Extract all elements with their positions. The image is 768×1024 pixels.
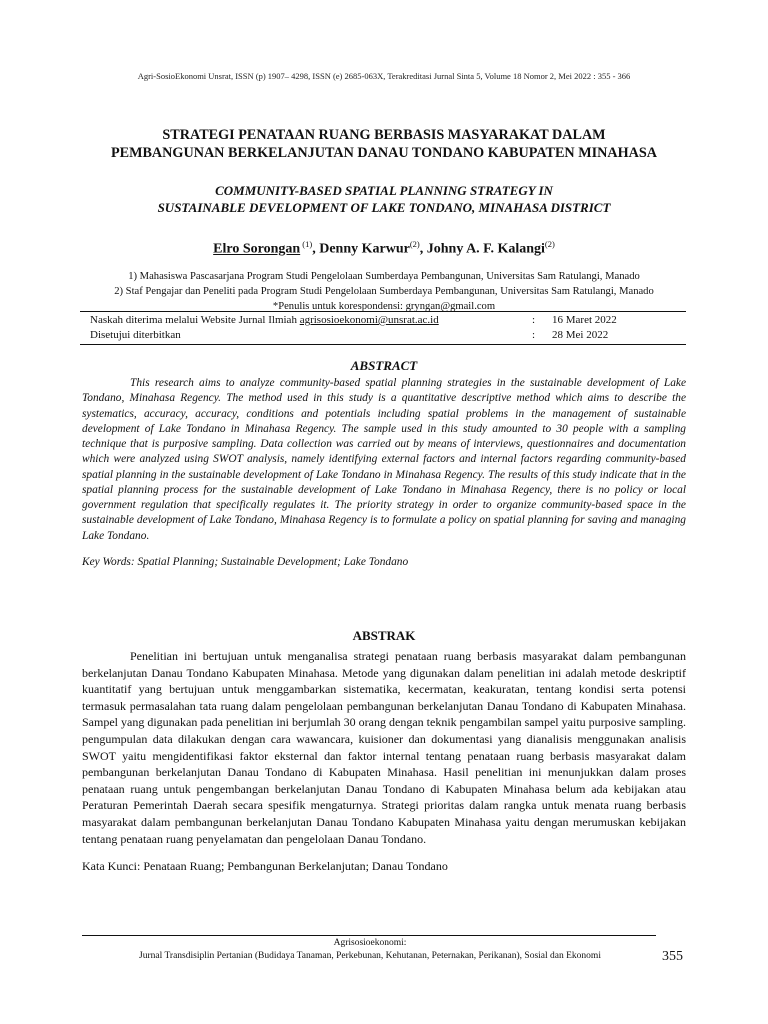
title-line-2: PEMBANGUNAN BERKELANJUTAN DANAU TONDANO KABUPATEN MINAHASA	[110, 145, 658, 161]
received-row	[80, 313, 686, 328]
footer-divider	[82, 935, 656, 936]
author-2: , Denny Karwur	[312, 241, 410, 257]
approved-date: 28 Mei 2022	[552, 329, 609, 341]
journal-email-link[interactable]: agrisosioekonomi@unsrat.ac.id	[299, 314, 439, 326]
author-3-affiliation: (2)	[544, 239, 555, 249]
corresponding-author: *Penulis untuk korespondensi: gryngan@gmail.com	[272, 300, 496, 312]
author-2-affiliation: (2)	[409, 239, 420, 249]
title-en-line-2: SUSTAINABLE DEVELOPMENT OF LAKE TONDANO, MINAHASA DISTRICT	[157, 200, 611, 215]
author-1-affiliation: (1)	[300, 239, 313, 249]
running-header: Agri-SosioEkonomi Unsrat, ISSN (p) 1907– 4298, ISSN (e) 2685-063X, Terakreditasi Jurnal Sinta 5, Volume 18 Nomor 2, Mei 2022 : 355 - 366	[137, 71, 631, 81]
received-label	[80, 313, 532, 328]
keywords-english: Key Words: Spatial Planning; Sustainable Development; Lake Tondano	[82, 555, 409, 568]
page-number: 355	[662, 949, 683, 964]
keywords-indonesian: Kata Kunci: Penataan Ruang; Pembangunan Berkelanjutan; Danau Tondano	[82, 859, 448, 874]
footer-journal-name: Agrisosioekonomi:	[333, 938, 407, 948]
paper-title	[60, 126, 708, 162]
title-en-line-1: COMMUNITY-BASED SPATIAL PLANNING STRATEGY IN	[215, 183, 553, 198]
received-separator: :	[532, 314, 536, 326]
author-3: , Johny A. F. Kalangi	[419, 241, 545, 257]
abstrak-text: Penelitian ini bertujuan untuk menganalisa strategi penataan ruang berbasis masyarakat dalam pembangunan berkelanjutan Danau Tondano Kabupaten Minahasa. Metode yang digunakan dalam penelitian ini adalah metode deskriptif kuantitatif yang bertujuan untuk menggambarkan sistematika, kecermatan, keakuratan, tentang kondisi serta potensi termasuk permasalahan tata ruang dalam pengelolaan pembangunan berkelanjutan Danau Tondano di Kabupaten Minahasa. Sampel yang digunakan pada penelitian ini berjumlah 30 orang dengan teknik pengambilan sampel yaitu purposive sampling. pengumpulan data dilakukan dengan cara wawancara, kuisioner dan dokumentasi yang dianalisis menggunakan analisis SWOT yaitu mengidentifikasi faktor eksternal dan faktor internal tentang penataan ruang berbasis masyarakat dalam pembangunan berkelanjutan Danau Tondano di Kabupaten Minahasa. Hasil penelitian ini menunjukkan dalam proses penataan ruang untuk pengembangan berkelanjutan Danau Tondano di Kabupaten Minahasa belum ada kebijakan atau Peraturan Pemerintah Daerah secara spesifik mengaturnya. Strategi prioritas dalam rangka untuk menata ruang berbasis masyarakat dalam pembangunan berkelanjutan Danau Tondano Kabupaten Minahasa yaitu dengan merumuskan kebijakan tentang penataan ruang penyelamatan dan pengelolaan Danau Tondano.	[82, 649, 686, 846]
affiliation-2: 2) Staf Pengajar dan Peneliti pada Program Studi Pengelolaan Sumberdaya Pembangunan, Universitas Sam Ratulangi, Manado	[114, 285, 654, 297]
approved-label: Disetujui diterbitkan	[90, 329, 181, 341]
affiliations	[60, 269, 708, 314]
footer-journal-subtitle: Jurnal Transdisiplin Pertanian (Budidaya Tanaman, Perkebunan, Kehutanan, Peternakan, Perikanan), Sosial dan Ekonomi	[139, 951, 601, 961]
paper-title-english	[60, 182, 708, 216]
abstract-english	[82, 358, 686, 568]
abstract-text: This research aims to analyze community-based spatial planning strategies in the sustainable development of Lake Tondano, Minahasa Regency. The method used in this study is a quantitative descriptive method which aims to describe the systematics, accuracy, accuracy, conditions and potentials including spatial problems in the management of sustainable development of Lake Tondano in Minahasa Regency. The sample used in this study amounted to 30 people with a sampling technique that is purposive sampling. Data collection was carried out by means of interviews, questionnaires and documentation which were analyzed using SWOT analysis, namely identifying external factors and internal factors regarding community-based spatial planning in the sustainable development of Lake Tondano in Minahasa Regency. The results of this study indicate that in the spatial planning process for the sustainable development of Lake Tondano in Minahasa Regency, there is no policy or local government regulation that specifically regulates it. The priority strategy in order to organize community-based space in the sustainable development of Lake Tondano, Minahasa Regency is to formulate a policy on spatial planning for saving and managing Lake Tondano.	[82, 377, 686, 542]
title-block	[60, 126, 708, 314]
author-1: Elro Sorongan	[213, 241, 301, 257]
received-label-text: Naskah diterima melalui Website Jurnal Ilmiah	[90, 314, 300, 326]
abstract-heading: ABSTRACT	[350, 358, 418, 373]
approved-row	[80, 328, 686, 343]
submission-dates	[80, 311, 686, 345]
abstrak-heading: ABSTRAK	[352, 628, 416, 643]
approved-separator: :	[532, 329, 536, 341]
abstract-indonesian	[82, 628, 686, 874]
received-date: 16 Maret 2022	[552, 314, 617, 326]
journal-footer	[60, 937, 680, 963]
author-list	[60, 235, 708, 259]
affiliation-1: 1) Mahasiswa Pascasarjana Program Studi Pengelolaan Sumberdaya Pembangunan, Universitas Sam Ratulangi, Manado	[128, 270, 640, 282]
title-line-1: STRATEGI PENATAAN RUANG BERBASIS MASYARAKAT DALAM	[162, 127, 606, 143]
